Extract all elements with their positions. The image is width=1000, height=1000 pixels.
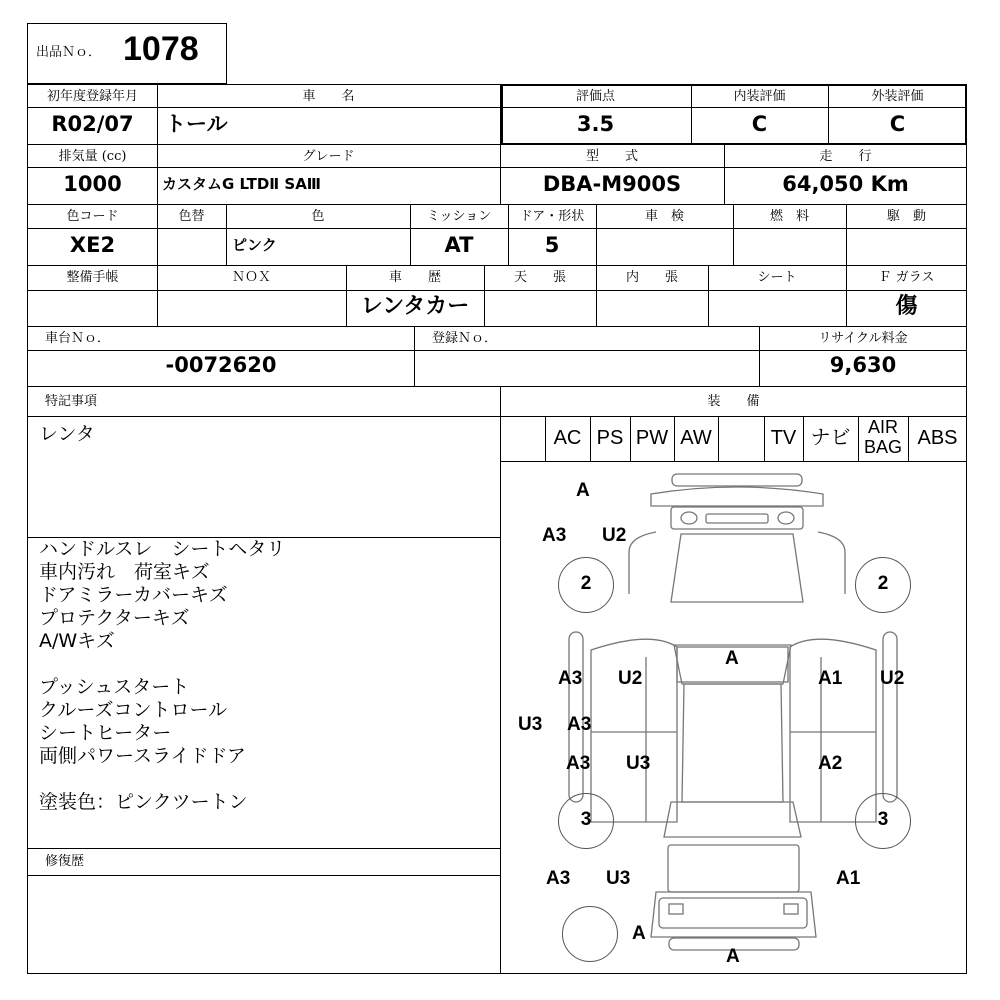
interior-grade-value: C	[751, 112, 768, 136]
mark-left-rear-door-u3: U3	[626, 753, 651, 774]
history-label: 車 歴	[388, 270, 441, 285]
color-change-label: 色替	[178, 209, 205, 224]
transmission-value: AT	[444, 233, 474, 257]
inspection-label: 車 検	[644, 209, 684, 224]
mark-left-sill-u3: U3	[518, 714, 543, 735]
score-label: 評価点	[575, 89, 615, 104]
mark-right-rear-door-a2: A2	[818, 753, 843, 774]
wheel-front-left: 2	[558, 557, 614, 613]
mark-front-left-fender-u2: U2	[602, 525, 627, 546]
history-value: レンタカー	[360, 294, 470, 319]
recycle-fee-label: リサイクル料金	[818, 331, 908, 346]
spare-tire	[562, 906, 618, 962]
equip-tv: TV	[770, 427, 797, 449]
model-code-label: 型 式	[585, 149, 638, 164]
nox-label: ＮＯＸ	[231, 270, 271, 285]
equip-navi: ナビ	[810, 427, 851, 449]
mark-right-rear-fender-a1: A1	[836, 868, 861, 889]
first-registration-label: 初年度登録年月	[46, 89, 138, 104]
equip-ps: PS	[596, 427, 624, 449]
exterior-grade-label: 外装評価	[871, 89, 924, 104]
door-shape-value: 5	[544, 233, 560, 257]
interior-trim-label: 内 張	[625, 270, 678, 285]
exterior-grade-value: C	[889, 112, 906, 136]
headliner-label: 天 張	[513, 270, 566, 285]
mark-right-front-door-a1: A1	[818, 668, 843, 689]
score-value: 3.5	[576, 112, 615, 136]
equip-aw: AW	[680, 427, 712, 449]
mileage-value: 64,050 Km	[782, 172, 909, 196]
displacement-label: 排気量 (cc)	[58, 149, 127, 164]
lot-number: 1078	[123, 30, 199, 68]
mark-front-bumper: A	[576, 480, 590, 501]
transmission-label: ミッション	[426, 209, 492, 224]
mark-rear-gate: A	[632, 923, 646, 944]
mark-rear-bumper: A	[726, 946, 740, 967]
equipment-label: 装 備	[707, 394, 760, 409]
first-registration-value: R02/07	[51, 112, 134, 136]
mark-front-left-fender-a3: A3	[542, 525, 567, 546]
equip-pw: PW	[635, 427, 669, 449]
wheel-rear-right: 3	[855, 793, 911, 849]
notes-label: 特記事項	[45, 394, 98, 409]
equip-abs: ABS	[917, 427, 958, 449]
notes-top-text: レンタ	[39, 423, 95, 445]
grade-value: カスタムG LTDⅡ SAⅢ	[162, 175, 321, 193]
equip-airbag: AIR BAG	[863, 417, 902, 457]
wheel-rear-left: 3	[558, 793, 614, 849]
color-code-label: 色コード	[66, 209, 119, 224]
mark-left-front-door-a3: A3	[558, 668, 583, 689]
car-name-label: 車 名	[302, 89, 355, 104]
drive-label: 駆 動	[886, 209, 926, 224]
model-code-value: DBA-M900S	[542, 172, 682, 196]
lot-label: 出品Ｎｏ．	[36, 45, 102, 60]
chassis-number-label: 車台Ｎｏ．	[45, 331, 111, 346]
color-value: ピンク	[232, 236, 277, 254]
mark-left-rear-door-a3: A3	[566, 753, 591, 774]
mileage-label: 走 行	[819, 149, 872, 164]
door-shape-label: ドア・形状	[519, 209, 585, 224]
mark-right-front-door-u2: U2	[880, 668, 905, 689]
mark-left-rear-fender-u3: U3	[606, 868, 631, 889]
mark-left-front-door-u2: U2	[618, 668, 643, 689]
interior-grade-label: 内装評価	[733, 89, 786, 104]
mark-left-rear-fender-a3: A3	[546, 868, 571, 889]
chassis-number-value: -0072620	[165, 353, 277, 377]
mark-left-door-a3: A3	[567, 714, 592, 735]
mark-roof: A	[725, 648, 739, 669]
windshield-label: Ｆ ガラス	[878, 270, 935, 285]
windshield-value: 傷	[895, 294, 918, 319]
service-record-label: 整備手帳	[66, 270, 119, 285]
equip-ac: AC	[553, 427, 582, 449]
recycle-fee-value: 9,630	[829, 353, 897, 377]
displacement-value: 1000	[63, 172, 122, 196]
repair-history-label: 修復歴	[45, 854, 85, 869]
notes-detail-text: ハンドルスレ シートヘタリ 車内汚れ 荷室キズ ドアミラーカバーキズ プロテクターキズ A/Wキズ プッシュスタート クルーズコントロール シートヒーター 両側パワースライドドア 塗装色：ピンクツートン	[39, 538, 286, 813]
fuel-label: 燃 料	[769, 209, 809, 224]
grade-label: グレード	[302, 149, 355, 164]
color-label: 色	[311, 209, 325, 224]
color-code-value: XE2	[69, 233, 116, 257]
registration-number-label: 登録Ｎｏ．	[432, 331, 498, 346]
wheel-front-right: 2	[855, 557, 911, 613]
car-name-value: トール	[165, 112, 228, 136]
lot-box	[27, 23, 227, 84]
seat-label: シート	[757, 270, 797, 285]
